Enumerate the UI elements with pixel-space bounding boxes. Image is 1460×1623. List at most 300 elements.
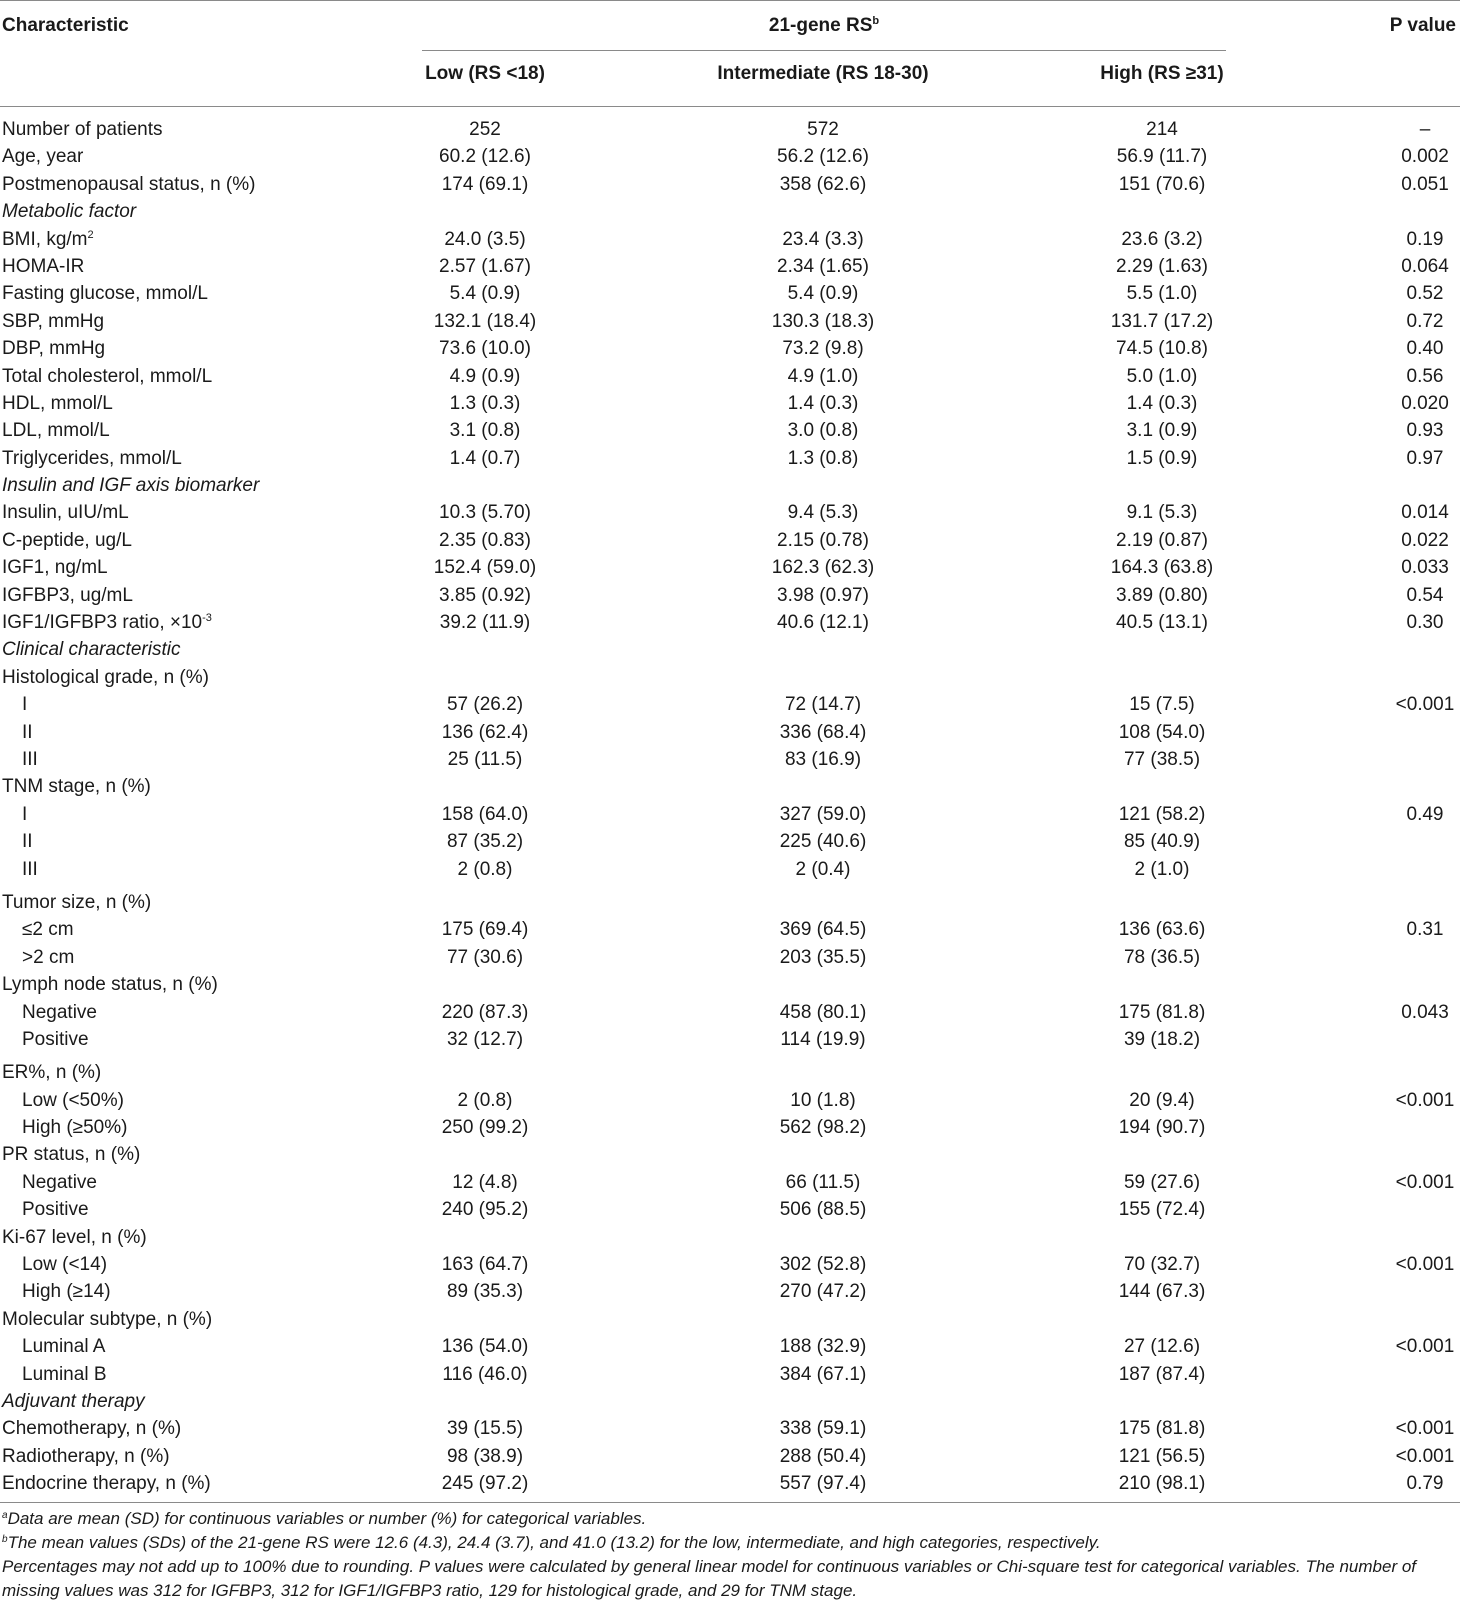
cell-intermediate: 40.6 (12.1) bbox=[777, 612, 869, 634]
row-label bbox=[22, 1251, 107, 1278]
table-row bbox=[0, 417, 1460, 444]
table-row bbox=[0, 171, 1460, 198]
cell-low: 136 (54.0) bbox=[441, 1336, 529, 1358]
cell-high: 70 (32.7) bbox=[1123, 1254, 1201, 1276]
row-label-text: HOMA-IR bbox=[2, 255, 85, 277]
row-label bbox=[22, 1278, 111, 1305]
cell-high: 74.5 (10.8) bbox=[1116, 338, 1208, 360]
row-label bbox=[22, 1087, 124, 1114]
cell-intermediate: 4.9 (1.0) bbox=[787, 365, 859, 387]
cell-high: 5.0 (1.0) bbox=[1126, 365, 1198, 387]
table-row bbox=[0, 253, 1460, 280]
row-label-text: Low (<50%) bbox=[22, 1089, 124, 1111]
table-row bbox=[0, 856, 1460, 883]
cell-high: 27 (12.6) bbox=[1123, 1336, 1201, 1358]
table-row bbox=[0, 1278, 1460, 1305]
cell-intermediate: 384 (67.1) bbox=[779, 1363, 867, 1385]
table-row bbox=[0, 889, 1460, 916]
row-label bbox=[2, 226, 94, 253]
footnote-marker: b bbox=[2, 1533, 8, 1545]
cell-intermediate: 302 (52.8) bbox=[779, 1254, 867, 1276]
row-label bbox=[22, 801, 27, 828]
header-characteristic: Characteristic bbox=[2, 15, 129, 36]
row-label bbox=[2, 609, 212, 636]
table-row bbox=[0, 445, 1460, 472]
cell-high: 39 (18.2) bbox=[1123, 1028, 1201, 1050]
cell-intermediate: 458 (80.1) bbox=[779, 1001, 867, 1023]
row-label-text: HDL, mmol/L bbox=[2, 392, 113, 414]
row-label bbox=[22, 746, 38, 773]
section-label bbox=[2, 198, 136, 225]
row-label-text: IGFBP3, ug/mL bbox=[2, 584, 133, 606]
cell-low: 4.9 (0.9) bbox=[449, 365, 521, 387]
cell-pvalue: 0.49 bbox=[1406, 803, 1444, 825]
row-label bbox=[2, 253, 84, 280]
table-row bbox=[0, 691, 1460, 718]
cell-high: 131.7 (17.2) bbox=[1110, 310, 1214, 332]
cell-intermediate: 203 (35.5) bbox=[779, 946, 867, 968]
header-intermediate: Intermediate (RS 18-30) bbox=[717, 63, 929, 84]
row-label-text: Insulin, uIU/mL bbox=[2, 502, 129, 524]
row-label bbox=[2, 1141, 140, 1168]
row-label-text: >2 cm bbox=[22, 946, 75, 968]
cell-intermediate: 270 (47.2) bbox=[779, 1281, 867, 1303]
table-row bbox=[0, 198, 1460, 225]
row-label bbox=[2, 1306, 212, 1333]
cell-low: 39.2 (11.9) bbox=[439, 612, 531, 634]
cell-intermediate: 56.2 (12.6) bbox=[777, 146, 869, 168]
row-label-text: IGF1/IGFBP3 ratio, ×10 bbox=[2, 612, 203, 634]
row-label-text: Insulin and IGF axis biomarker bbox=[2, 475, 260, 497]
cell-intermediate: 506 (88.5) bbox=[779, 1199, 867, 1221]
table-row bbox=[0, 916, 1460, 943]
cell-pvalue: 0.54 bbox=[1406, 584, 1444, 606]
cell-pvalue: 0.033 bbox=[1401, 557, 1449, 579]
table-row bbox=[0, 472, 1460, 499]
table-row bbox=[0, 527, 1460, 554]
table-row bbox=[0, 801, 1460, 828]
footnote-text: The mean values (SDs) of the 21-gene RS were 12.6 (4.3), 24.4 (3.7), and 41.0 (13.2) for the low, intermediate, and high categories, respectively. bbox=[7, 1532, 1101, 1552]
table-row bbox=[0, 1251, 1460, 1278]
cell-low: 2.35 (0.83) bbox=[439, 529, 531, 551]
table-row bbox=[0, 1306, 1460, 1333]
row-label bbox=[2, 582, 133, 609]
table-row bbox=[0, 1388, 1460, 1415]
row-label-text: II bbox=[22, 721, 33, 743]
row-label bbox=[22, 1361, 107, 1388]
table-row bbox=[0, 636, 1460, 663]
cell-intermediate: 2.34 (1.65) bbox=[777, 255, 869, 277]
cell-low: 98 (38.9) bbox=[446, 1445, 524, 1467]
cell-intermediate: 3.0 (0.8) bbox=[787, 420, 859, 442]
cell-pvalue: 0.79 bbox=[1406, 1473, 1444, 1495]
cell-low: 39 (15.5) bbox=[446, 1418, 524, 1440]
row-label-text: IGF1, ng/mL bbox=[2, 557, 108, 579]
cell-high: 2.29 (1.63) bbox=[1116, 255, 1208, 277]
footnote-text: Percentages may not add up to 100% due to rounding. P values were calculated by general linear model for continuous variables or Chi-square test for categorical variables. The number of missing values was 312 for IGFBP3, 312 for IGF1/IGFBP3 ratio, 129 for histological grade, and 29 for TNM stage. bbox=[2, 1556, 1417, 1600]
cell-intermediate: 572 bbox=[807, 119, 839, 140]
footnote bbox=[2, 1531, 1458, 1555]
footnote bbox=[2, 1555, 1458, 1603]
row-label bbox=[22, 1114, 127, 1141]
cell-intermediate: 369 (64.5) bbox=[779, 919, 867, 941]
row-label bbox=[22, 691, 27, 718]
header-high: High (RS ≥31) bbox=[1100, 63, 1224, 84]
cell-pvalue: <0.001 bbox=[1395, 1336, 1455, 1358]
cell-high: 175 (81.8) bbox=[1118, 1001, 1206, 1023]
header-group-label: 21-gene RS bbox=[768, 15, 873, 36]
cell-pvalue: 0.52 bbox=[1406, 283, 1444, 305]
cell-pvalue: 0.72 bbox=[1406, 310, 1444, 332]
cell-pvalue: <0.001 bbox=[1395, 694, 1455, 716]
cell-low: 175 (69.4) bbox=[441, 919, 529, 941]
cell-pvalue: 0.56 bbox=[1406, 365, 1444, 387]
row-label bbox=[2, 971, 218, 998]
cell-intermediate: 1.3 (0.8) bbox=[787, 447, 859, 469]
row-label bbox=[2, 527, 132, 554]
cell-intermediate: 162.3 (62.3) bbox=[771, 557, 875, 579]
row-label-text: Ki-67 level, n (%) bbox=[2, 1226, 147, 1248]
cell-low: 132.1 (18.4) bbox=[433, 310, 537, 332]
row-label bbox=[2, 499, 129, 526]
table-row bbox=[0, 308, 1460, 335]
cell-low: 77 (30.6) bbox=[446, 946, 524, 968]
row-label bbox=[2, 363, 212, 390]
table-row bbox=[0, 280, 1460, 307]
cell-high: 15 (7.5) bbox=[1129, 694, 1195, 716]
table-row bbox=[0, 226, 1460, 253]
cell-intermediate: 83 (16.9) bbox=[784, 748, 862, 770]
row-label bbox=[2, 116, 163, 143]
row-label-text: Positive bbox=[22, 1028, 89, 1050]
section-label bbox=[2, 1388, 145, 1415]
cell-intermediate: 5.4 (0.9) bbox=[787, 283, 859, 305]
cell-intermediate: 72 (14.7) bbox=[784, 694, 862, 716]
row-label-text: Adjuvant therapy bbox=[2, 1390, 145, 1412]
cell-high: 214 bbox=[1146, 119, 1178, 140]
row-label bbox=[2, 1415, 181, 1442]
row-label-text: Metabolic factor bbox=[2, 201, 137, 223]
cell-high: 187 (87.4) bbox=[1118, 1363, 1206, 1385]
row-label-text: Negative bbox=[22, 1001, 97, 1023]
cell-low: 2 (0.8) bbox=[457, 1089, 513, 1111]
row-label-text: PR status, n (%) bbox=[2, 1144, 141, 1166]
row-label bbox=[22, 999, 97, 1026]
footnote bbox=[2, 1507, 1458, 1531]
row-label bbox=[2, 1470, 211, 1497]
row-label-text: Fasting glucose, mmol/L bbox=[2, 283, 208, 305]
row-label-superscript: -3 bbox=[202, 612, 212, 625]
row-label-text: High (≥14) bbox=[22, 1281, 111, 1303]
row-label-text: SBP, mmHg bbox=[2, 310, 105, 332]
cell-high: 194 (90.7) bbox=[1118, 1117, 1206, 1139]
cell-pvalue: <0.001 bbox=[1395, 1254, 1455, 1276]
row-label-text: Luminal B bbox=[22, 1363, 107, 1385]
cell-intermediate: 288 (50.4) bbox=[779, 1445, 867, 1467]
cell-pvalue: <0.001 bbox=[1395, 1445, 1455, 1467]
cell-pvalue: 0.022 bbox=[1401, 529, 1449, 551]
table-row bbox=[0, 999, 1460, 1026]
row-label-text: Age, year bbox=[2, 146, 84, 168]
row-label bbox=[2, 554, 108, 581]
cell-low: 252 bbox=[469, 119, 501, 140]
table-row bbox=[0, 971, 1460, 998]
row-label bbox=[2, 445, 182, 472]
cell-intermediate: 358 (62.6) bbox=[779, 173, 867, 195]
cell-low: 89 (35.3) bbox=[446, 1281, 524, 1303]
cell-low: 3.1 (0.8) bbox=[449, 420, 521, 442]
row-label-text: Lymph node status, n (%) bbox=[2, 974, 218, 996]
row-label-text: High (≥50%) bbox=[22, 1117, 128, 1139]
cell-pvalue: 0.19 bbox=[1406, 228, 1444, 250]
row-label-text: ≤2 cm bbox=[22, 919, 74, 941]
cell-high: 2.19 (0.87) bbox=[1116, 529, 1208, 551]
table-row bbox=[0, 773, 1460, 800]
row-label-text: III bbox=[22, 748, 38, 770]
table-row bbox=[0, 554, 1460, 581]
cell-pvalue: 0.97 bbox=[1406, 447, 1444, 469]
cell-pvalue: <0.001 bbox=[1395, 1171, 1455, 1193]
cell-intermediate: 327 (59.0) bbox=[779, 803, 867, 825]
table-row bbox=[0, 390, 1460, 417]
table-row bbox=[0, 335, 1460, 362]
row-label bbox=[22, 856, 38, 883]
cell-high: 155 (72.4) bbox=[1118, 1199, 1206, 1221]
row-label bbox=[22, 1196, 89, 1223]
cell-high: 59 (27.6) bbox=[1123, 1171, 1201, 1193]
cell-high: 136 (63.6) bbox=[1118, 919, 1206, 941]
cell-high: 9.1 (5.3) bbox=[1126, 502, 1198, 524]
cell-low: 163 (64.7) bbox=[441, 1254, 529, 1276]
table-row bbox=[0, 944, 1460, 971]
table-row bbox=[0, 1443, 1460, 1470]
row-label-superscript: 2 bbox=[87, 228, 94, 241]
cell-intermediate: 3.98 (0.97) bbox=[777, 584, 869, 606]
cell-high: 1.4 (0.3) bbox=[1126, 392, 1198, 414]
header-spanner-rule bbox=[422, 50, 1226, 51]
cell-high: 1.5 (0.9) bbox=[1126, 447, 1198, 469]
row-label-text: Triglycerides, mmol/L bbox=[2, 447, 182, 469]
row-label bbox=[2, 664, 209, 691]
cell-low: 158 (64.0) bbox=[441, 803, 529, 825]
row-label bbox=[22, 1333, 105, 1360]
table-row bbox=[0, 1026, 1460, 1053]
cell-high: 20 (9.4) bbox=[1129, 1089, 1195, 1111]
cell-low: 2.57 (1.67) bbox=[439, 255, 531, 277]
cell-high: 77 (38.5) bbox=[1123, 748, 1201, 770]
cell-high: 78 (36.5) bbox=[1123, 946, 1201, 968]
cell-high: 210 (98.1) bbox=[1118, 1473, 1206, 1495]
cell-low: 220 (87.3) bbox=[441, 1001, 529, 1023]
row-label-text: BMI, kg/m bbox=[2, 228, 88, 250]
row-label-text: DBP, mmHg bbox=[2, 338, 106, 360]
footnote-marker: a bbox=[2, 1509, 8, 1521]
row-label-text: Postmenopausal status, n (%) bbox=[2, 173, 256, 195]
cell-low: 250 (99.2) bbox=[441, 1117, 529, 1139]
table-row bbox=[0, 1224, 1460, 1251]
cell-high: 3.1 (0.9) bbox=[1126, 420, 1198, 442]
cell-low: 240 (95.2) bbox=[441, 1199, 529, 1221]
cell-high: 3.89 (0.80) bbox=[1116, 584, 1208, 606]
cell-pvalue: 0.93 bbox=[1406, 420, 1444, 442]
row-label-text: Clinical characteristic bbox=[2, 639, 181, 661]
table-row bbox=[0, 1333, 1460, 1360]
cell-low: 73.6 (10.0) bbox=[439, 338, 531, 360]
table-row bbox=[0, 609, 1460, 636]
cell-intermediate: 73.2 (9.8) bbox=[782, 338, 864, 360]
cell-intermediate: 9.4 (5.3) bbox=[787, 502, 859, 524]
cell-pvalue: 0.043 bbox=[1401, 1001, 1449, 1023]
cell-intermediate: 562 (98.2) bbox=[779, 1117, 867, 1139]
row-label-text: Negative bbox=[22, 1171, 97, 1193]
row-label-text: LDL, mmol/L bbox=[2, 420, 110, 442]
row-label bbox=[22, 1026, 89, 1053]
row-label-text: I bbox=[22, 694, 28, 716]
row-label-text: II bbox=[22, 831, 33, 853]
cell-low: 87 (35.2) bbox=[446, 831, 524, 853]
row-label-text: Radiotherapy, n (%) bbox=[2, 1445, 170, 1467]
section-label bbox=[2, 472, 259, 499]
cell-pvalue: 0.30 bbox=[1406, 612, 1444, 634]
row-label-text: C-peptide, ug/L bbox=[2, 529, 132, 551]
header-group bbox=[422, 15, 1226, 37]
row-label bbox=[2, 390, 113, 417]
table-row bbox=[0, 1470, 1460, 1497]
cell-pvalue: 0.020 bbox=[1401, 392, 1449, 414]
cell-low: 32 (12.7) bbox=[446, 1028, 524, 1050]
row-label bbox=[2, 1443, 170, 1470]
cell-intermediate: 1.4 (0.3) bbox=[787, 392, 859, 414]
cell-high: 85 (40.9) bbox=[1123, 831, 1201, 853]
cell-intermediate: 225 (40.6) bbox=[779, 831, 867, 853]
cell-intermediate: 23.4 (3.3) bbox=[782, 228, 864, 250]
table-row bbox=[0, 746, 1460, 773]
table-row bbox=[0, 1361, 1460, 1388]
cell-low: 25 (11.5) bbox=[447, 748, 523, 770]
cell-pvalue: 0.064 bbox=[1401, 255, 1449, 277]
row-label bbox=[2, 308, 104, 335]
cell-low: 174 (69.1) bbox=[441, 173, 529, 195]
cell-intermediate: 557 (97.4) bbox=[779, 1473, 867, 1495]
table-row bbox=[0, 664, 1460, 691]
row-label-text: Luminal A bbox=[22, 1336, 106, 1358]
cell-pvalue: <0.001 bbox=[1395, 1089, 1455, 1111]
cell-intermediate: 338 (59.1) bbox=[779, 1418, 867, 1440]
cell-high: 40.5 (13.1) bbox=[1116, 612, 1208, 634]
table-row bbox=[0, 499, 1460, 526]
row-label bbox=[2, 143, 83, 170]
row-label-text: Positive bbox=[22, 1199, 89, 1221]
cell-high: 56.9 (11.7) bbox=[1116, 146, 1208, 168]
cell-low: 152.4 (59.0) bbox=[433, 557, 537, 579]
cell-high: 121 (56.5) bbox=[1118, 1445, 1206, 1467]
row-label bbox=[22, 916, 74, 943]
table-row bbox=[0, 828, 1460, 855]
cell-intermediate: 336 (68.4) bbox=[779, 721, 867, 743]
row-label bbox=[2, 1224, 147, 1251]
row-label-text: Endocrine therapy, n (%) bbox=[2, 1473, 211, 1495]
cell-high: 5.5 (1.0) bbox=[1126, 283, 1198, 305]
table-row bbox=[0, 363, 1460, 390]
row-label-text: Low (<14) bbox=[22, 1254, 108, 1276]
header-group-sup: b bbox=[872, 15, 880, 27]
table-row bbox=[0, 1169, 1460, 1196]
table-row bbox=[0, 719, 1460, 746]
row-label-text: Chemotherapy, n (%) bbox=[2, 1418, 182, 1440]
cell-high: 164.3 (63.8) bbox=[1110, 557, 1214, 579]
table-row bbox=[0, 1059, 1460, 1086]
row-label bbox=[2, 417, 110, 444]
row-label bbox=[2, 335, 105, 362]
cell-low: 3.85 (0.92) bbox=[439, 584, 531, 606]
row-label-text: Tumor size, n (%) bbox=[2, 891, 152, 913]
table-row bbox=[0, 1415, 1460, 1442]
cell-high: 108 (54.0) bbox=[1118, 721, 1206, 743]
table-body bbox=[0, 107, 1460, 1498]
row-label-text: Total cholesterol, mmol/L bbox=[2, 365, 213, 387]
cell-intermediate: 10 (1.8) bbox=[790, 1089, 856, 1111]
cell-low: 2 (0.8) bbox=[457, 858, 513, 880]
cell-pvalue: 0.002 bbox=[1401, 146, 1449, 168]
cell-low: 116 (46.0) bbox=[442, 1363, 528, 1385]
cell-low: 1.3 (0.3) bbox=[449, 392, 521, 414]
cell-low: 5.4 (0.9) bbox=[449, 283, 521, 305]
row-label bbox=[22, 828, 33, 855]
table-header bbox=[0, 0, 1460, 107]
cell-intermediate: 130.3 (18.3) bbox=[771, 310, 875, 332]
table-row bbox=[0, 1087, 1460, 1114]
table-row bbox=[0, 116, 1460, 143]
row-label-text: Number of patients bbox=[2, 119, 163, 140]
cell-intermediate: 188 (32.9) bbox=[779, 1336, 867, 1358]
row-label bbox=[22, 944, 74, 971]
footnote-text: Data are mean (SD) for continuous variables or number (%) for categorical variables. bbox=[7, 1508, 647, 1528]
cell-low: 60.2 (12.6) bbox=[439, 146, 531, 168]
row-label bbox=[2, 171, 255, 198]
row-label bbox=[22, 719, 33, 746]
cell-intermediate: 114 (19.9) bbox=[780, 1028, 866, 1050]
cell-pvalue: 0.40 bbox=[1406, 338, 1444, 360]
row-label-text: ER%, n (%) bbox=[2, 1062, 102, 1084]
cell-pvalue: 0.014 bbox=[1401, 502, 1449, 524]
row-label-text: TNM stage, n (%) bbox=[2, 776, 151, 798]
table-row bbox=[0, 1196, 1460, 1223]
cell-pvalue: <0.001 bbox=[1395, 1418, 1455, 1440]
cell-low: 12 (4.8) bbox=[452, 1171, 518, 1193]
cell-pvalue: 0.051 bbox=[1401, 173, 1449, 195]
row-label-text: Histological grade, n (%) bbox=[2, 666, 209, 688]
section-label bbox=[2, 636, 180, 663]
cell-pvalue: 0.31 bbox=[1406, 919, 1444, 941]
row-label-text: Molecular subtype, n (%) bbox=[2, 1308, 213, 1330]
row-label bbox=[22, 1169, 97, 1196]
row-label bbox=[2, 889, 151, 916]
table-row bbox=[0, 143, 1460, 170]
cell-low: 1.4 (0.7) bbox=[449, 447, 521, 469]
cell-high: 121 (58.2) bbox=[1118, 803, 1206, 825]
cell-high: 175 (81.8) bbox=[1118, 1418, 1206, 1440]
cell-intermediate: 2.15 (0.78) bbox=[777, 529, 869, 551]
cell-pvalue: – bbox=[1419, 119, 1431, 140]
header-pvalue: P value bbox=[1389, 15, 1456, 36]
table-row bbox=[0, 1141, 1460, 1168]
row-label-text: I bbox=[22, 803, 28, 825]
cell-intermediate: 66 (11.5) bbox=[785, 1171, 861, 1193]
cell-low: 245 (97.2) bbox=[441, 1473, 529, 1495]
cell-high: 23.6 (3.2) bbox=[1121, 228, 1203, 250]
table-row bbox=[0, 582, 1460, 609]
cell-low: 10.3 (5.70) bbox=[439, 502, 531, 524]
